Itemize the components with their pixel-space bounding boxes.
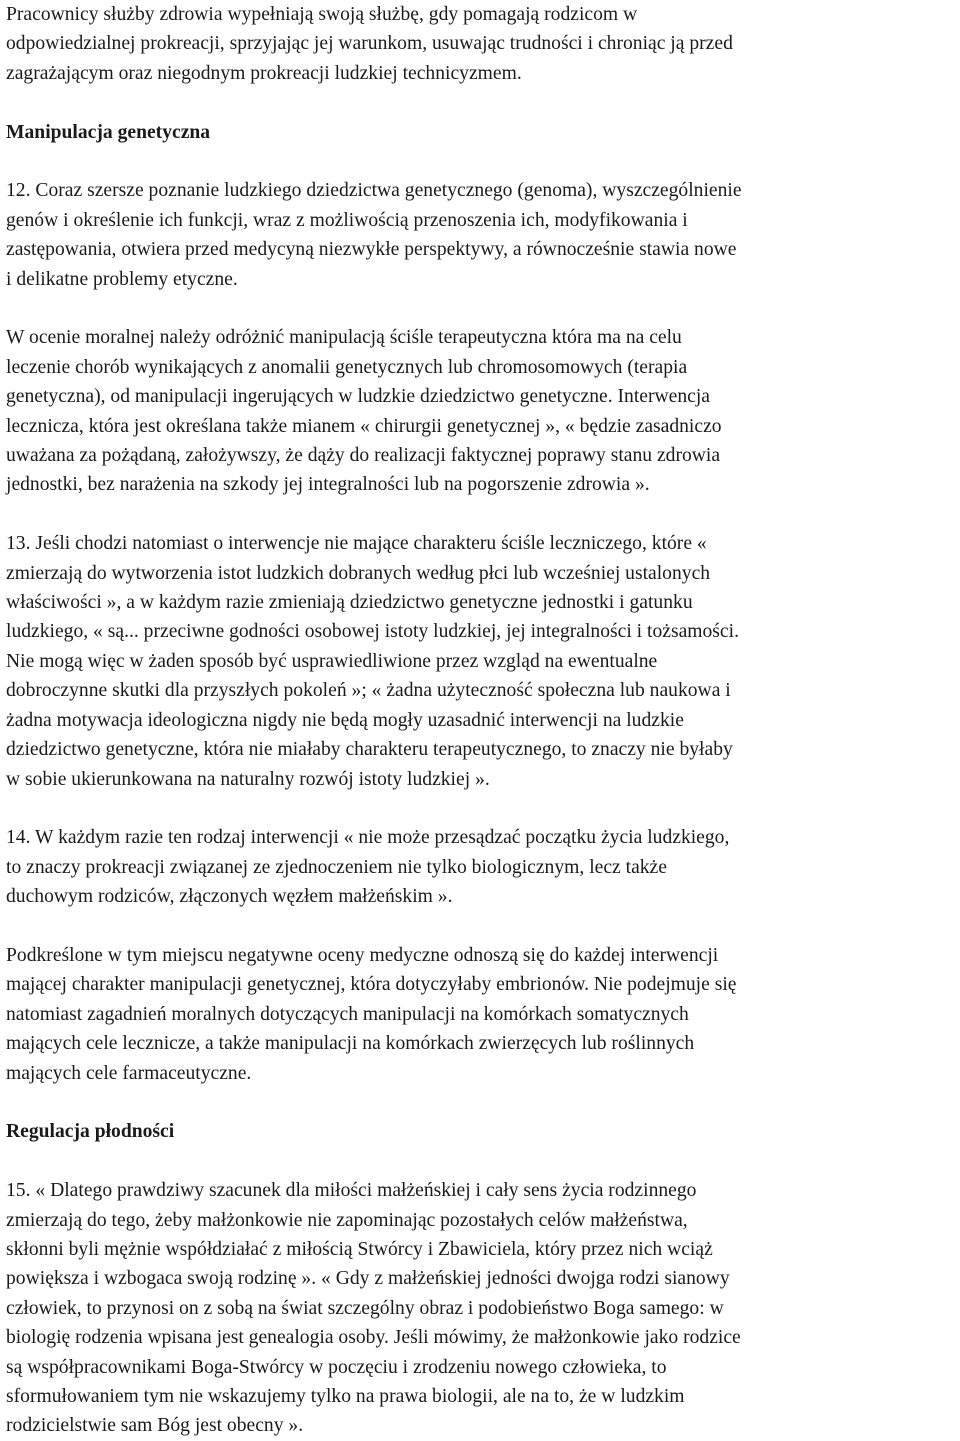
section-heading-genetic-manipulation: Manipulacja genetyczna: [6, 121, 211, 143]
section-heading-fertility-regulation: Regulacja płodności: [6, 1121, 175, 1143]
paragraph-15: 15. « Dlatego prawdziwy szacunek dla miłości małżeńskiej i cały sens życia rodzinnego zmierzają do tego, żeby małżonkowie nie zapominając pozostałych celów małżeństwa, skłonni byli mężnie współdziałać z miłością Stwórcy i Zbawiciela, który przez nich wciąż powiększa i wzbogaca swoją rodzinę ». « Gdy z małżeńskiej jedności dwojga rodzi sianowy człowiek, to przynosi on z sobą na świat szczególny obraz i podobieństwo Boga samego: w biologię rodzenia wpisana jest genealogia osoby. Jeśli mówimy, że małżonkowie jako rodzice są współpracownikami Boga-Stwórcy w poczęciu i zrodzeniu nowego człowieka, to sformułowaniem tym nie wskazujemy tylko na prawa biologii, ale na to, że w ludzkim rodzicielstwie sam Bóg jest obecny ».: [6, 1180, 741, 1437]
paragraph-14: 14. W każdym razie ten rodzaj interwencji « nie może przesądzać początku życia ludzkiego, to znaczy prokreacji związanej ze zjednoczeniem nie tylko biologicznym, lecz także duchowym rodziców, złączonych węzłem małżeńskim ».: [6, 827, 730, 908]
paragraph-negative-assessments: Podkreślone w tym miejscu negatywne oceny medyczne odnoszą się do każdej interwencji mającej charakter manipulacji genetycznej, która dotyczyłaby embrionów. Nie podejmuje się natomiast zagadnień moralnych dotyczących manipulacji na komórkach somatycznych mających cele lecznicze, a także manipulacji na komórkach zwierzęcych lub roślinnych mających cele farmaceutyczne.: [6, 944, 737, 1084]
paragraph-13: 13. Jeśli chodzi natomiast o interwencje nie mające charakteru ściśle leczniczego, które « zmierzają do wytworzenia istot ludzkich dobranych według płci lub wcześniej ustalonych właściwości », a w każdym razie zmieniają dziedzictwo genetyczne jednostki i gatunku ludzkiego, « są... przeciwne godności osobowej istoty ludzkiej, jej integralności i tożsamości. Nie mogą więc w żaden sposób być usprawiedliwione przez wzgląd na ewentualne dobroczynne skutki dla przyszłych pokoleń »; « żadna użyteczność społeczna lub naukowa i żadna motywacja ideologiczna nigdy nie będą mogły uzasadnić interwencji na ludzkie dziedzictwo genetyczne, która nie miałaby charakteru terapeutycznego, to znaczy nie byłaby w sobie ukierunkowana na naturalny rozwój istoty ludzkiej ».: [6, 533, 739, 790]
paragraph-12: 12. Coraz szersze poznanie ludzkiego dziedzictwa genetycznego (genoma), wyszczególnienie genów i określenie ich funkcji, wraz z możliwością przenoszenia ich, modyfikowania i zastępowania, otwiera przed medycyną niezwykłe perspektywy, a równocześnie stawia nowe i delikatne problemy etyczne.: [6, 180, 742, 290]
intro-paragraph: Pracownicy służby zdrowia wypełniają swoją służbę, gdy pomagają rodzicom w odpowiedzialnej prokreacji, sprzyjając jej warunkom, usuwając trudności i chroniąc ją przed zagrażającym oraz niegodnym prokreacji ludzkiej technicyzmem.: [6, 4, 733, 84]
document-page: [6, 0, 960, 1441]
paragraph-moral-assessment: W ocenie moralnej należy odróżnić manipulacją ściśle terapeutyczna która ma na celu leczenie chorób wynikających z anomalii genetycznych lub chromosomowych (terapia genetyczna), od manipulacji ingerujących w ludzkie dziedzictwo genetyczne. Interwencja lecznicza, która jest określana także mianem « chirurgii genetycznej », « będzie zasadniczo uważana za pożądaną, założywszy, że dąży do realizacji faktycznej poprawy stanu zdrowia jednostki, bez narażenia na szkody jej integralności lub na pogorszenie zdrowia ».: [6, 327, 722, 496]
